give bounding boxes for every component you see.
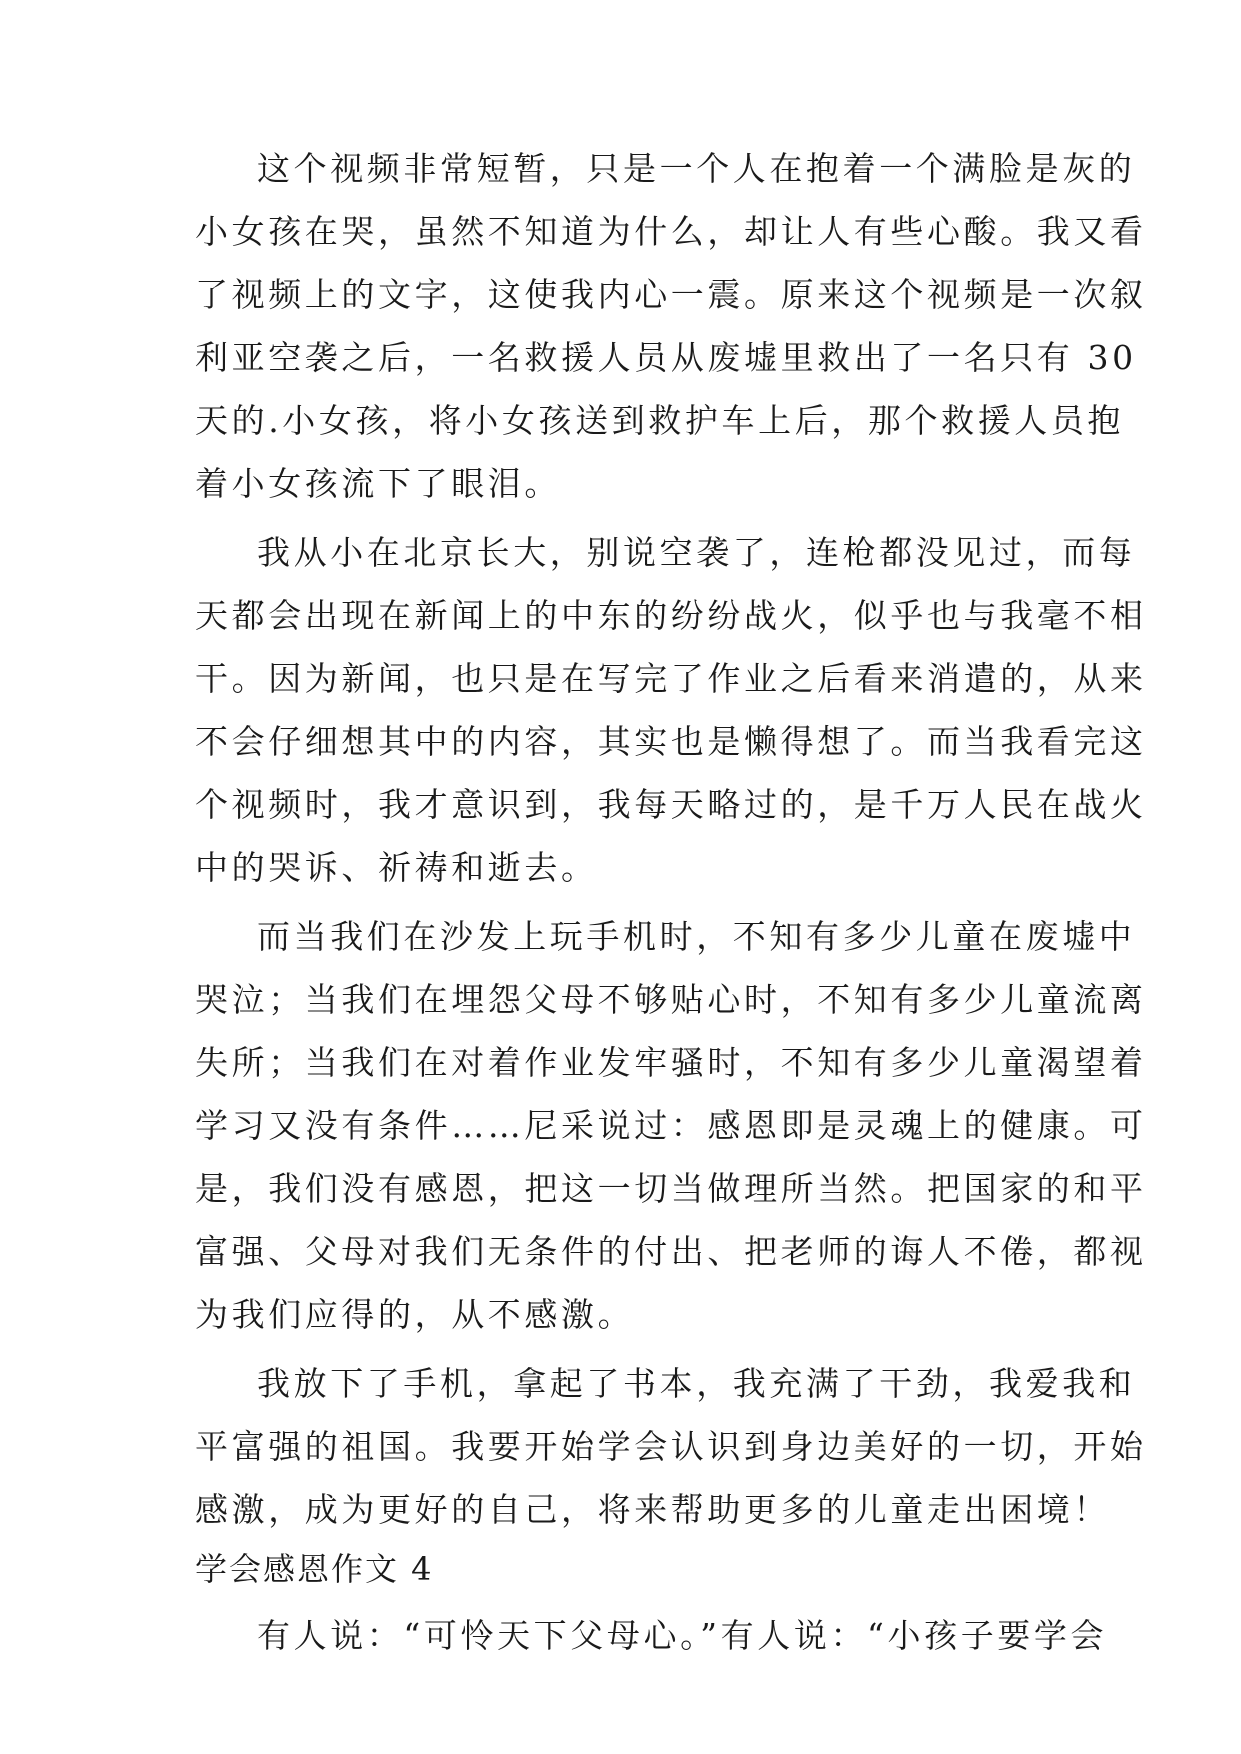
paragraph-line: 富强、父母对我们无条件的付出、把老师的诲人不倦，都视 (195, 1232, 1147, 1271)
paragraph-line: 学习又没有条件……尼采说过：感恩即是灵魂上的健康。可 (195, 1106, 1147, 1145)
paragraph-line: 个视频时，我才意识到，我每天略过的，是千万人民在战火 (195, 785, 1147, 824)
paragraph-line: 不会仔细想其中的内容，其实也是懒得想了。而当我看完这 (195, 722, 1147, 761)
paragraph-line: 中的哭诉、祈祷和逝去。 (195, 848, 598, 887)
paragraph-line: 了视频上的文字，这使我内心一震。原来这个视频是一次叙 (195, 275, 1147, 314)
paragraph-line: 是，我们没有感恩，把这一切当做理所当然。把国家的和平 (195, 1169, 1147, 1208)
paragraph-line: 天都会出现在新闻上的中东的纷纷战火，似乎也与我毫不相 (195, 596, 1147, 635)
paragraph-line: 我放下了手机，拿起了书本，我充满了干劲，我爱我和 (257, 1364, 1136, 1403)
paragraph-line: 小女孩在哭，虽然不知道为什么，却让人有些心酸。我又看 (195, 212, 1147, 251)
paragraph-line: 有人说：“可怜天下父母心。”有人说：“小孩子要学会 (257, 1616, 1108, 1655)
paragraph-line: 利亚空袭之后，一名救援人员从废墟里救出了一名只有 30 (195, 338, 1137, 377)
paragraph-line: 为我们应得的，从不感激。 (195, 1295, 635, 1334)
paragraph-line: 天的.小女孩，将小女孩送到救护车上后，那个救援人员抱 (195, 401, 1125, 440)
paragraph-line: 干。因为新闻，也只是在写完了作业之后看来消遣的，从来 (195, 659, 1147, 698)
paragraph-line: 我从小在北京长大，别说空袭了，连枪都没见过，而每 (257, 533, 1136, 572)
paragraph-line: 感激，成为更好的自己，将来帮助更多的儿童走出困境！ (195, 1490, 1110, 1529)
paragraph-line: 失所；当我们在对着作业发牢骚时，不知有多少儿童渴望着 (195, 1043, 1147, 1082)
paragraph-line: 平富强的祖国。我要开始学会认识到身边美好的一切，开始 (195, 1427, 1147, 1466)
paragraph-line: 而当我们在沙发上玩手机时，不知有多少儿童在废墟中 (257, 917, 1136, 956)
section-heading: 学会感恩作文 4 (195, 1550, 434, 1588)
paragraph-line: 哭泣；当我们在埋怨父母不够贴心时，不知有多少儿童流离 (195, 980, 1147, 1019)
paragraph-line: 这个视频非常短暂，只是一个人在抱着一个满脸是灰的 (257, 149, 1136, 188)
paragraph-line: 着小女孩流下了眼泪。 (195, 464, 561, 503)
